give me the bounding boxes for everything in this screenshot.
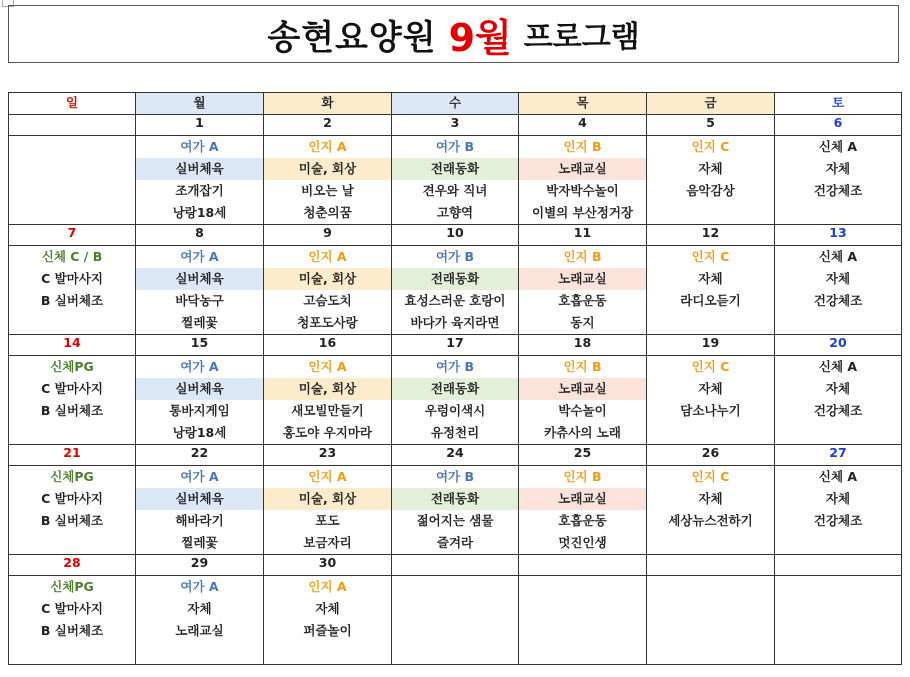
program-category: 인지 A — [308, 139, 347, 154]
page-title — [8, 5, 899, 63]
program-category: 신체PG — [50, 469, 94, 484]
program-item: 자체 — [315, 601, 340, 616]
program-item: 자체 — [698, 491, 723, 506]
program-item: 실버체육 — [136, 488, 263, 510]
program-cell — [647, 356, 775, 445]
program-item: 낭랑18세 — [172, 425, 227, 440]
date-number: 18 — [519, 335, 647, 356]
program-category: 신체 C / B — [41, 249, 103, 264]
program-item: 노래교실 — [175, 623, 224, 638]
date-number: 4 — [519, 115, 647, 136]
date-number: 29 — [136, 555, 264, 576]
program-category: 신체 A — [818, 469, 858, 484]
program-category: 신체 A — [818, 249, 858, 264]
program-item: 건강체조 — [813, 513, 863, 528]
program-item: C 발마사지 — [41, 271, 103, 286]
weekday-header-row — [9, 93, 902, 115]
program-item: 실버체육 — [136, 378, 263, 400]
date-number: 27 — [775, 445, 902, 466]
program-cell — [264, 246, 392, 335]
program-cell — [519, 356, 647, 445]
program-item: 자체 — [698, 381, 723, 396]
program-category: 인지 A — [308, 249, 347, 264]
program-item: 퍼즐놀이 — [303, 623, 352, 638]
date-number: 28 — [9, 555, 136, 576]
program-cell — [9, 246, 136, 335]
date-number: 8 — [136, 225, 264, 246]
program-item: 비오는 날 — [301, 183, 354, 198]
program-cell — [519, 246, 647, 335]
date-number: 16 — [264, 335, 392, 356]
date-number: 30 — [264, 555, 392, 576]
program-cell — [647, 466, 775, 555]
date-number: 22 — [136, 445, 264, 466]
program-item: 자체 — [187, 601, 212, 616]
program-cell — [9, 136, 136, 225]
date-number: 2 — [264, 115, 392, 136]
program-category: 인지 C — [691, 359, 730, 374]
date-number — [647, 555, 775, 576]
title-month: 9월 — [448, 15, 512, 60]
date-number: 10 — [392, 225, 519, 246]
program-item: B 실버체조 — [40, 403, 104, 418]
weekday-mon: 월 — [136, 93, 264, 115]
program-item: 자체 — [698, 271, 723, 286]
date-number: 3 — [392, 115, 519, 136]
program-item: 해바라기 — [175, 513, 224, 528]
date-number: 14 — [9, 335, 136, 356]
date-number: 19 — [647, 335, 775, 356]
weekday-sat: 토 — [775, 93, 902, 115]
program-item: 홍도야 우지마라 — [283, 425, 372, 440]
program-cell — [647, 246, 775, 335]
date-number: 7 — [9, 225, 136, 246]
program-category: 신체 A — [818, 139, 858, 154]
program-item: 담소나누기 — [680, 403, 741, 418]
program-item: 유정천리 — [430, 425, 480, 440]
date-row — [9, 445, 902, 466]
date-number: 26 — [647, 445, 775, 466]
program-item: C 발마사지 — [41, 381, 103, 396]
date-number: 23 — [264, 445, 392, 466]
program-item: 자체 — [825, 161, 851, 176]
weekday-wed: 수 — [392, 93, 519, 115]
program-item: 고슴도치 — [303, 293, 352, 308]
date-number — [9, 115, 136, 136]
program-cell — [519, 136, 647, 225]
program-cell — [392, 576, 519, 665]
program-cell — [519, 466, 647, 555]
program-item: 전래동화 — [392, 158, 518, 180]
program-item: 실버체육 — [136, 268, 263, 290]
program-cell — [136, 246, 264, 335]
program-category: 인지 A — [308, 359, 347, 374]
date-number: 9 — [264, 225, 392, 246]
program-item: 효성스러운 호랑이 — [404, 293, 506, 308]
date-number: 21 — [9, 445, 136, 466]
date-number: 1 — [136, 115, 264, 136]
weekday-sun: 일 — [9, 93, 136, 115]
program-item: 우렁이색시 — [424, 403, 486, 418]
program-item: 미술, 회상 — [264, 488, 391, 510]
program-item: 낭랑18세 — [172, 205, 227, 220]
program-category: 인지 A — [308, 579, 347, 594]
program-category: 여가 B — [435, 139, 475, 154]
program-item: 미술, 회상 — [264, 158, 391, 180]
program-cell — [264, 136, 392, 225]
weekday-thu: 목 — [519, 93, 647, 115]
program-item: 미술, 회상 — [264, 378, 391, 400]
date-number: 6 — [775, 115, 902, 136]
program-cell — [775, 356, 902, 445]
program-item: 전래동화 — [392, 378, 518, 400]
program-category: 인지 B — [563, 469, 602, 484]
program-item: B 실버체조 — [40, 293, 104, 308]
program-item: 자체 — [825, 381, 851, 396]
date-number: 17 — [392, 335, 519, 356]
program-row — [9, 136, 902, 225]
program-row — [9, 466, 902, 555]
program-cell — [264, 466, 392, 555]
program-cell — [647, 576, 775, 665]
program-row — [9, 576, 902, 665]
program-item: 전래동화 — [392, 268, 518, 290]
date-row — [9, 115, 902, 136]
program-item: C 발마사지 — [41, 601, 103, 616]
date-row — [9, 555, 902, 576]
program-cell — [264, 576, 392, 665]
date-number: 11 — [519, 225, 647, 246]
date-number — [519, 555, 647, 576]
program-item: 세상뉴스전하기 — [668, 513, 753, 528]
date-number: 24 — [392, 445, 519, 466]
date-number: 25 — [519, 445, 647, 466]
program-cell — [136, 466, 264, 555]
program-item: 노래교실 — [519, 378, 646, 400]
program-category: 여가 A — [180, 579, 219, 594]
program-item: 조개잡기 — [175, 183, 224, 198]
date-number: 13 — [775, 225, 902, 246]
program-item: 멋진인생 — [558, 535, 607, 550]
date-number — [392, 555, 519, 576]
date-row — [9, 225, 902, 246]
program-category: 여가 A — [180, 139, 219, 154]
program-item: 음악감상 — [686, 183, 735, 198]
program-cell — [9, 466, 136, 555]
program-item: 전래동화 — [392, 488, 518, 510]
program-item: 새모빌만들기 — [291, 403, 364, 418]
program-item: 보금자리 — [303, 535, 352, 550]
program-category: 인지 C — [691, 139, 730, 154]
program-cell — [9, 356, 136, 445]
program-item: 실버체육 — [136, 158, 263, 180]
program-cell — [775, 246, 902, 335]
program-category: 인지 B — [563, 359, 602, 374]
program-item: 동지 — [570, 315, 595, 330]
program-category: 여가 B — [435, 249, 475, 264]
program-item: 청춘의꿈 — [303, 205, 352, 220]
program-item: 통바지게임 — [169, 403, 230, 418]
program-item: 호흡운동 — [558, 293, 607, 308]
date-number: 12 — [647, 225, 775, 246]
program-category: 신체 A — [818, 359, 858, 374]
program-category: 여가 A — [180, 359, 219, 374]
program-row — [9, 246, 902, 335]
program-item: B 실버체조 — [40, 513, 104, 528]
program-category: 인지 B — [563, 139, 602, 154]
program-row — [9, 356, 902, 445]
program-item: 포도 — [315, 513, 340, 528]
program-item: 견우와 직녀 — [422, 183, 488, 198]
program-category: 여가 A — [180, 249, 219, 264]
program-item: 건강체조 — [813, 183, 863, 198]
program-cell — [264, 356, 392, 445]
program-cell — [136, 356, 264, 445]
program-item: 라디오듣기 — [680, 293, 741, 308]
program-cell — [647, 136, 775, 225]
date-number: 5 — [647, 115, 775, 136]
program-category: 인지 A — [308, 469, 347, 484]
date-number: 15 — [136, 335, 264, 356]
program-category: 여가 A — [180, 469, 219, 484]
program-item: 노래교실 — [519, 488, 646, 510]
program-item: 바닥농구 — [175, 293, 224, 308]
program-cell — [9, 576, 136, 665]
title-program: 프로그램 — [523, 20, 640, 55]
program-item: 즐겨라 — [436, 535, 474, 550]
program-category: 인지 C — [691, 249, 730, 264]
date-number: 20 — [775, 335, 902, 356]
date-row — [9, 335, 902, 356]
program-category: 신체PG — [50, 359, 94, 374]
program-item: 박자박수놀이 — [546, 183, 619, 198]
program-item: 건강체조 — [813, 403, 863, 418]
program-category: 인지 B — [563, 249, 602, 264]
program-item: 미술, 회상 — [264, 268, 391, 290]
program-item: B 실버체조 — [40, 623, 104, 638]
program-item: 청포도사랑 — [297, 315, 358, 330]
title-name: 송현요양원 — [267, 17, 437, 58]
program-category: 여가 B — [435, 469, 475, 484]
program-category: 여가 B — [435, 359, 475, 374]
program-item: 찔레꽃 — [181, 535, 218, 550]
program-cell — [392, 246, 519, 335]
program-item: 이별의 부산정거장 — [532, 205, 633, 220]
program-category: 신체PG — [50, 579, 94, 594]
program-item: 찔레꽃 — [181, 315, 218, 330]
program-cell — [519, 576, 647, 665]
weekday-fri: 금 — [647, 93, 775, 115]
program-item: 노래교실 — [519, 268, 646, 290]
program-cell — [392, 356, 519, 445]
program-cell — [775, 136, 902, 225]
program-item: 호흡운동 — [558, 513, 607, 528]
date-number — [775, 555, 902, 576]
program-item: 노래교실 — [519, 158, 646, 180]
program-item: 젊어지는 샘물 — [416, 513, 494, 528]
program-item: 고향역 — [436, 205, 474, 220]
program-category: 인지 C — [691, 469, 730, 484]
program-item: 자체 — [825, 271, 851, 286]
program-cell — [136, 576, 264, 665]
program-item: 카츄사의 노래 — [544, 425, 621, 440]
program-item: 박수놀이 — [558, 403, 607, 418]
program-item: 자체 — [698, 161, 723, 176]
program-item: 건강체조 — [813, 293, 863, 308]
program-cell — [392, 136, 519, 225]
weekday-tue: 화 — [264, 93, 392, 115]
calendar-table — [8, 92, 902, 665]
program-cell — [136, 136, 264, 225]
program-cell — [392, 466, 519, 555]
program-item: 바다가 육지라면 — [410, 315, 500, 330]
program-item: 자체 — [825, 491, 851, 506]
program-cell — [775, 576, 902, 665]
program-cell — [775, 466, 902, 555]
program-item: C 발마사지 — [41, 491, 103, 506]
